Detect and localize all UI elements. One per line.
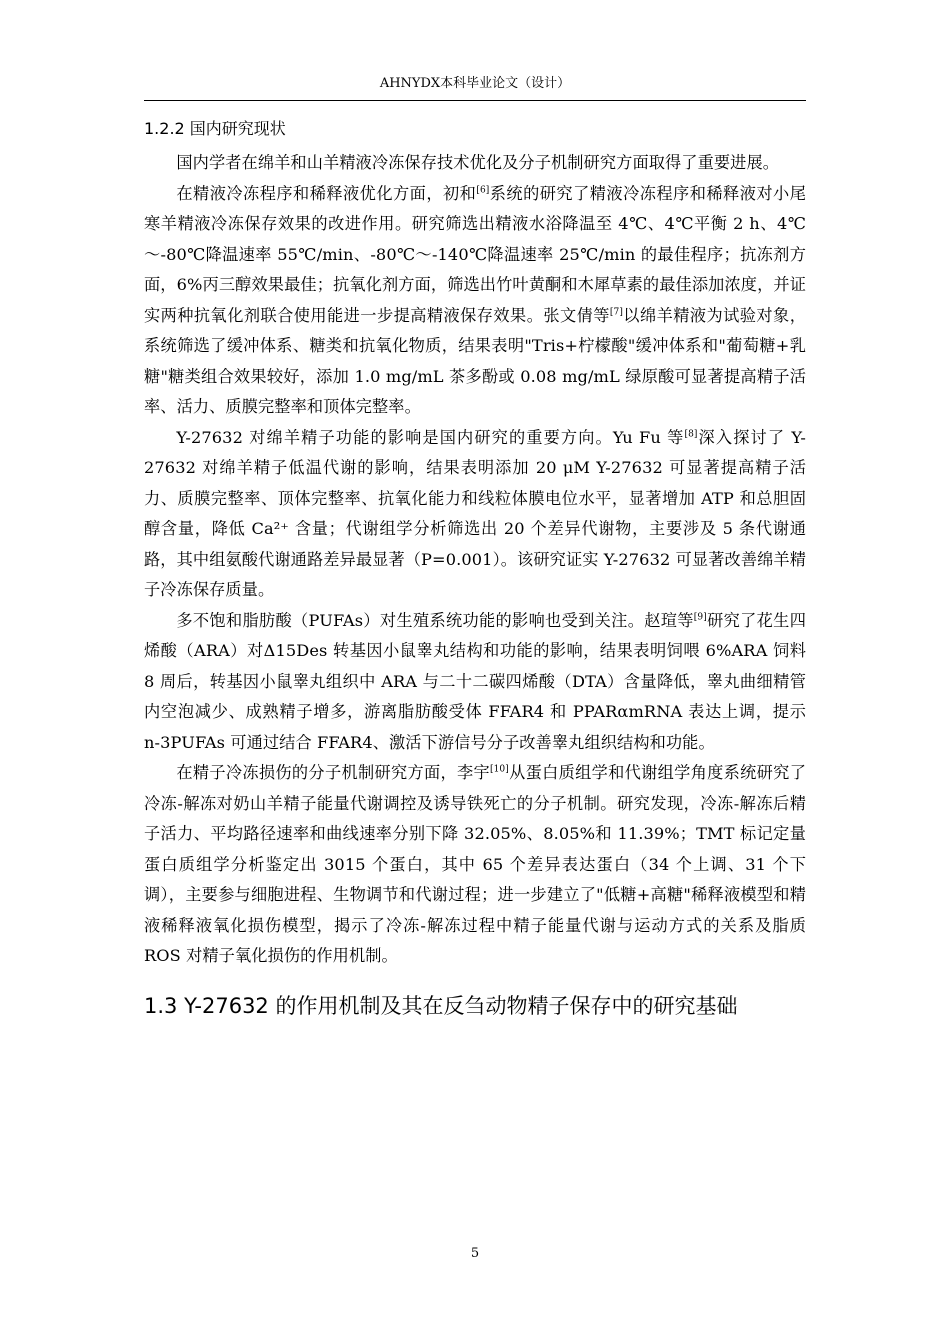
paragraph-text: 从蛋白质组学和代谢组学角度系统研究了冷冻-解冻对奶山羊精子能量代谢调控及诱导铁死亡的分子机制。研究发现，冷冻-解冻后精子活力、平均路径速率和曲线速率分别下降 32.05%、8.05%和 11.39%；TMT 标记定量蛋白质组学分析鉴定出 3015 个蛋白，其中 65 个差异表达蛋白（34 个上调、31 个下调），主要参与细胞进程、生物调节和代谢过程；进一步建立了"低糖+高糖"稀释液模型和精液稀释液氧化损伤模型，揭示了冷冻-解冻过程中精子能量代谢与运动方式的关系及脂质 ROS 对精子氧化损伤的作用机制。 (144, 763, 806, 965)
paragraph-pufas (144, 606, 806, 759)
citation-8: [8] (684, 429, 698, 440)
section-heading-1-3: 1.3 Y-27632 的作用机制及其在反刍动物精子保存中的研究基础 (144, 993, 738, 1018)
paragraph-text: 在精子冷冻损伤的分子机制研究方面，李宇 (176, 763, 490, 782)
paragraph-text: 以绵羊精液为试验对象，系统筛选了缓冲体系、糖类和抗氧化物质，结果表明"Tris+柠檬酸"缓冲体系和"葡萄糖+乳糖"糖类组合效果较好，添加 1.0 mg/mL 茶多酚或 0.08 mg/mL 绿原酸可显著提高精子活率、活力、质膜完整率和顶体完整率。 (144, 305, 806, 416)
paragraph-text: 多不饱和脂肪酸（PUFAs）对生殖系统功能的影响也受到关注。赵瑄等 (176, 610, 694, 630)
paragraph-y27632 (144, 423, 806, 606)
paragraph-intro: 国内学者在绵羊和山羊精液冷冻保存技术优化及分子机制研究方面取得了重要进展。 (176, 153, 780, 172)
paragraph-text: 研究了花生四烯酸（ARA）对Δ15Des 转基因小鼠睾丸结构和功能的影响，结果表明饲喂 6%ARA 饲料 8 周后，转基因小鼠睾丸组织中 ARA 与二十二碳四烯酸（DTA）含量降低，睾丸曲细精管内空泡减少、成熟精子增多，游离脂肪酸受体 FFAR4 和 PPARαmRNA 表达上调，提示 n-3PUFAs 可通过结合 FFAR4、激活下游信号分子改善睾丸组织结构和功能。 (144, 610, 806, 752)
citation-9: [9] (693, 612, 707, 623)
page-body (144, 112, 806, 1024)
paragraph-text: 在精液冷冻程序和稀释液优化方面，初和 (176, 183, 477, 203)
paragraph-text: 系统的研究了精液冷冻程序和稀释液对小尾寒羊精液冷冻保存效果的改进作用。研究筛选出精液水浴降温至 4℃、4℃平衡 2 h、4℃～-80℃降温速率 55℃/min、-80℃～-140℃降温速率 25℃/min 的最佳程序；抗冻剂方面，6%丙三醇效果最佳；抗氧化剂方面，筛选出竹叶黄酮和木犀草素的最佳添加浓度，并证实两种抗氧化剂联合使用能进一步提高精液保存效果。张文倩等 (144, 183, 806, 325)
citation-7: [7] (609, 307, 623, 318)
paragraph-text: Y-27632 对绵羊精子功能的影响是国内研究的重要方向。Yu Fu 等 (176, 427, 685, 447)
running-header: AHNYDX本科毕业论文（设计） (144, 74, 806, 101)
paragraph-text: 深入探讨了 Y-27632 对绵羊精子低温代谢的影响，结果表明添加 20 μM Y-27632 可显著提高精子活力、质膜完整率、顶体完整率、抗氧化能力和线粒体膜电位水平，显著增加 ATP 和总胆固醇含量，降低 Ca²⁺ 含量；代谢组学分析筛选出 20 个差异代谢物，主要涉及 5 条代谢通路，其中组氨酸代谢通路差异最显著（P=0.001）。该研究证实 Y-27632 可显著改善绵羊精子冷冻保存质量。 (144, 427, 806, 599)
citation-10: [10] (490, 764, 509, 775)
section-heading-1-2-2: 1.2.2 国内研究现状 (144, 119, 286, 138)
paragraph-freezing-procedure (144, 179, 806, 423)
citation-6: [6] (476, 185, 490, 196)
paragraph-cryo-damage (144, 758, 806, 972)
page-number: 5 (470, 1246, 480, 1261)
